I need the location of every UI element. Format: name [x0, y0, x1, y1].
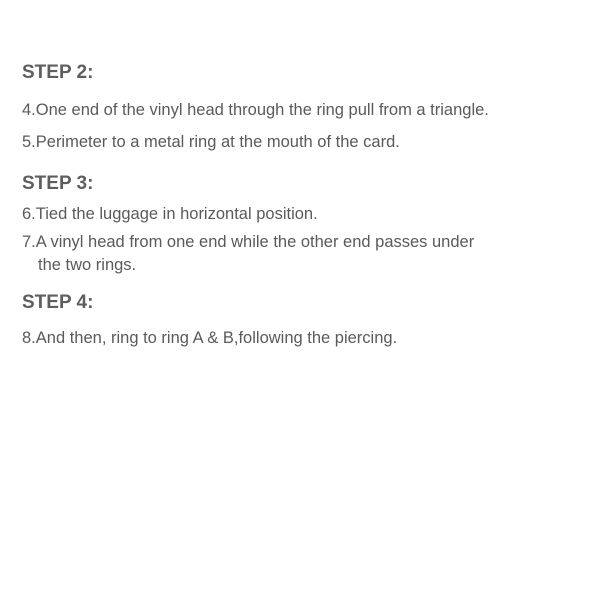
step-5-instruction: 5.Perimeter to a metal ring at the mouth of the card. — [22, 133, 400, 151]
step-2-heading: STEP 2: — [22, 62, 94, 83]
step-7-instruction: 7.A vinyl head from one end while the other end passes under — [22, 233, 475, 251]
step-4-heading: STEP 4: — [22, 292, 94, 313]
step-8-instruction: 8.And then, ring to ring A & B,following the piercing. — [22, 329, 398, 347]
step-3-heading: STEP 3: — [22, 173, 94, 194]
step-4-instruction: 4.One end of the vinyl head through the ring pull from a triangle. — [22, 101, 489, 119]
step-7-instruction-continued: the two rings. — [38, 256, 137, 274]
step-6-instruction: 6.Tied the luggage in horizontal position. — [22, 205, 318, 223]
